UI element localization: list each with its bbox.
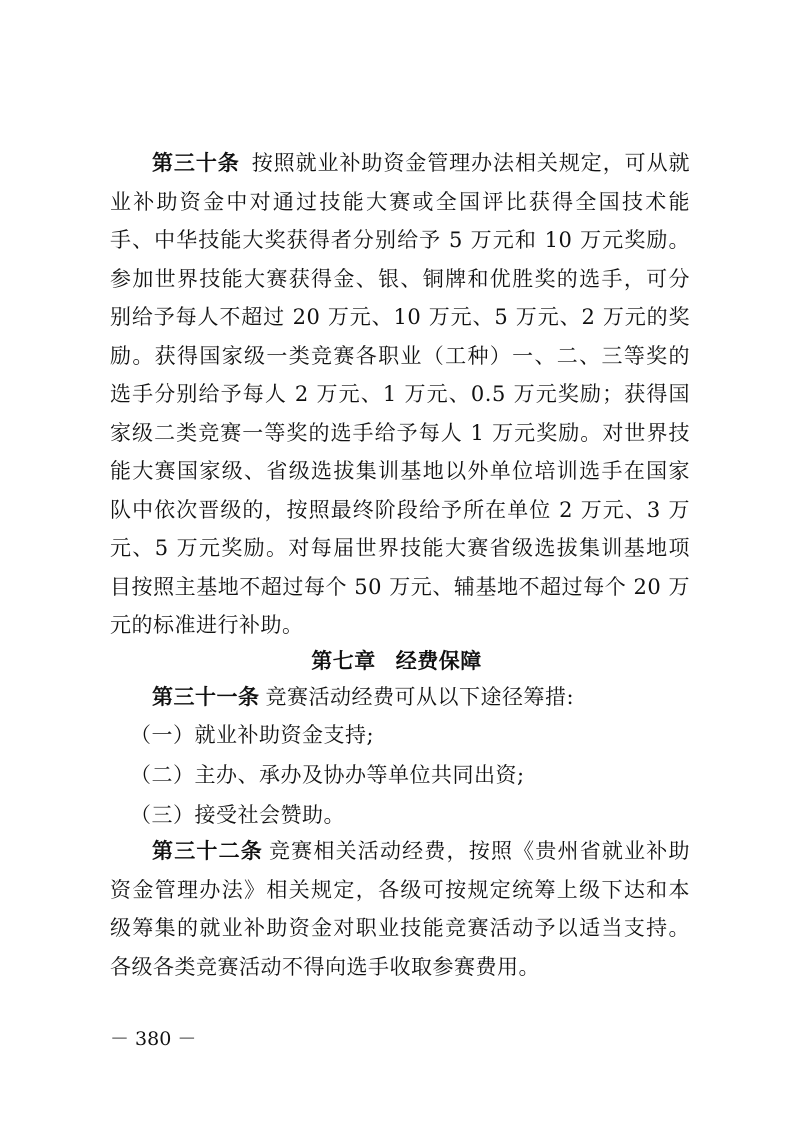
article-32	[110, 832, 690, 986]
page-number: － 380 －	[110, 1028, 197, 1050]
chapter-number: 第七章	[311, 648, 376, 673]
list-item: （三）接受社会赞助。	[130, 803, 345, 827]
article-30	[110, 144, 690, 645]
article-31-text: 竞赛活动经费可从以下途径筹措:	[265, 685, 575, 709]
article-31	[110, 678, 690, 717]
article-30-text: 按照就业补助资金管理办法相关规定，可从就业补助资金中对通过技能大赛或全国评比获得全国技术能手、中华技能大奖获得者分别给予 5 万元和 10 万元奖励。参加世界技能大赛获得金、银、铜牌和优胜奖的选手，可分别给予每人不超过 20 万元、10 万元、5 万元、2 万元的奖励。获得国家级一类竞赛各职业（工种）一、二、三等奖的选手分别给予每人 2 万元、1 万元、0.5 万元奖励；获得国家级二类竞赛一等奖的选手给予每人 1 万元奖励。对世界技能大赛国家级、省级选拔集训基地以外单位培训选手在国家队中依次晋级的，按照最终阶段给予所在单位 2 万元、3 万元、5 万元奖励。对每届世界技能大赛省级选拔集训基地项目按照主基地不超过每个 50 万元、辅基地不超过每个 20 万元的标准进行补助。	[110, 151, 691, 637]
article-31-label: 第三十一条	[152, 684, 260, 709]
article-30-label: 第三十条	[152, 150, 240, 175]
chapter-title: 经费保障	[395, 648, 482, 673]
article-32-label: 第三十二条	[152, 838, 263, 863]
chapter-heading	[0, 646, 793, 676]
article-32-text: 竞赛相关活动经费，按照《贵州省就业补助资金管理办法》相关规定，各级可按规定统筹上级下达和本级筹集的就业补助资金对职业技能竞赛活动予以适当支持。各级各类竞赛活动不得向选手收取参赛费用。	[110, 839, 691, 979]
list-item: （二）主办、承办及协办等单位共同出资;	[130, 763, 525, 787]
list-item: （一）就业补助资金支持;	[130, 723, 375, 747]
